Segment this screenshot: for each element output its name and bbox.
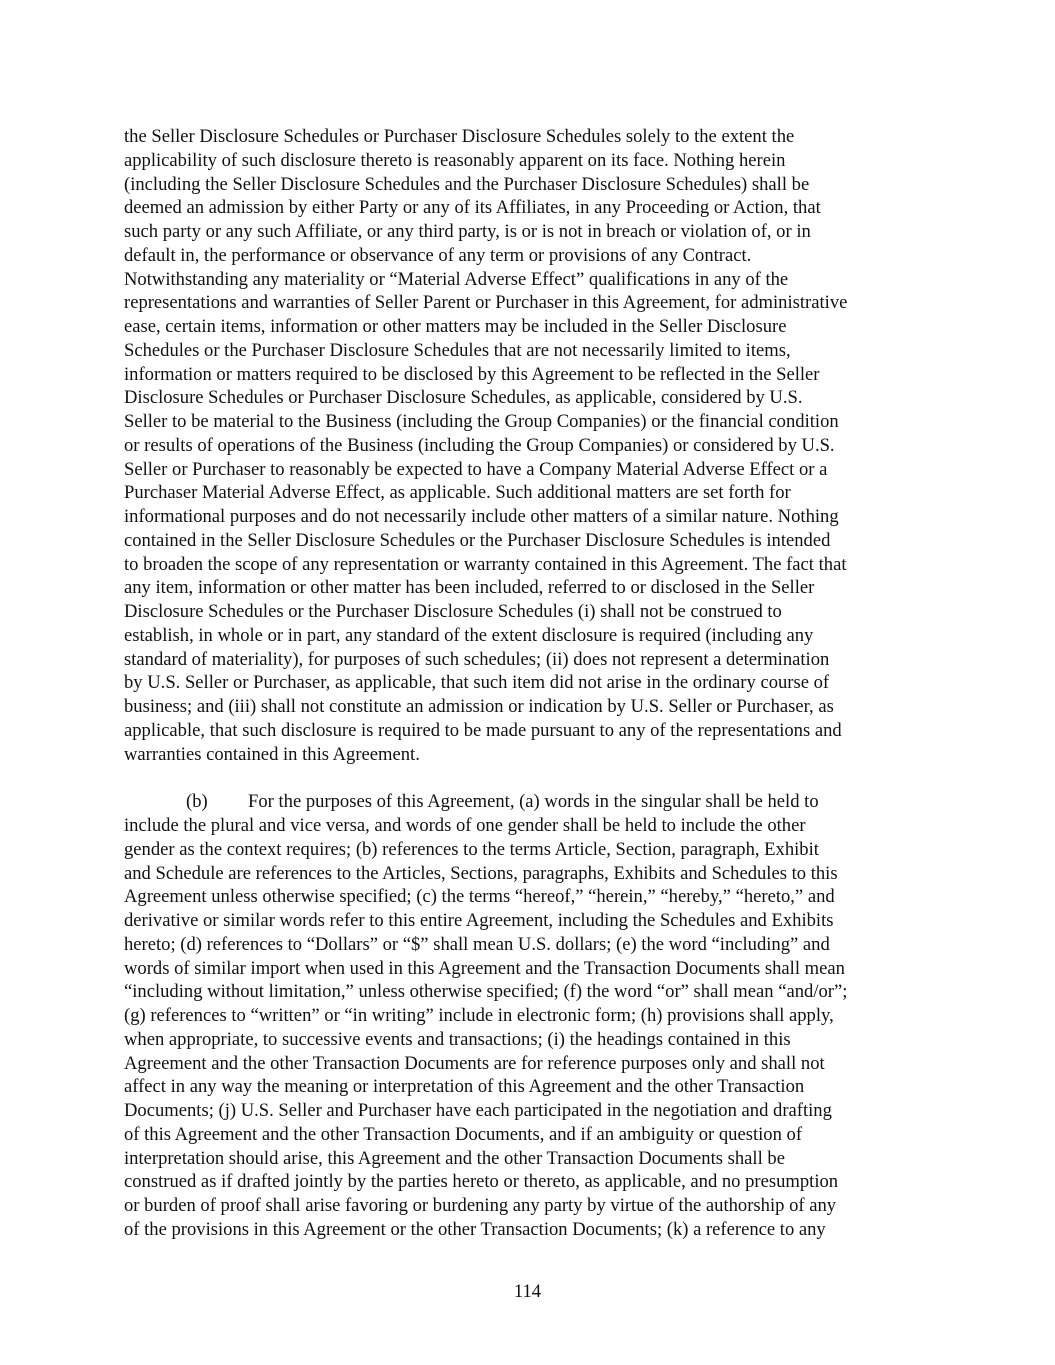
text-line: establish, in whole or in part, any standard of the extent disclosure is required (including any [124, 624, 814, 646]
text-line: Documents; (j) U.S. Seller and Purchaser have each participated in the negotiation and drafting [124, 1100, 832, 1121]
text-line: ease, certain items, information or other matters may be included in the Seller Disclosure [124, 316, 787, 337]
text-line: any item, information or other matter has been included, referred to or disclosed in the Seller [124, 577, 815, 599]
text-line: applicable, that such disclosure is required to be made pursuant to any of the representations and [124, 719, 842, 741]
text-line: Agreement and the other Transaction Documents are for reference purposes only and shall not [124, 1052, 825, 1074]
text-line: Agreement unless otherwise specified; (c) the terms “hereof,” “herein,” “hereby,” “hereto,” and [124, 886, 835, 908]
text-line: information or matters required to be disclosed by this Agreement to be reflected in the Seller [124, 363, 820, 385]
text-line: Disclosure Schedules or the Purchaser Disclosure Schedules (i) shall not be construed to [124, 601, 782, 622]
text-line: affect in any way the meaning or interpretation of this Agreement and the other Transaction [124, 1076, 805, 1098]
paragraph-spacer [124, 766, 932, 790]
text-line-first [124, 790, 932, 814]
text-line: informational purposes and do not necessarily include other matters of a similar nature. Nothing [124, 506, 839, 527]
text-line: (including the Seller Disclosure Schedules and the Purchaser Disclosure Schedules) shall be [124, 173, 810, 195]
text-line: representations and warranties of Seller Parent or Purchaser in this Agreement, for administrative [124, 292, 848, 314]
text-line: Disclosure Schedules or Purchaser Disclosure Schedules, as applicable, considered by U.S. [124, 387, 803, 409]
text-line: “including without limitation,” unless otherwise specified; (f) the word “or” shall mean “and/or”; [124, 981, 848, 1003]
text-line: Schedules or the Purchaser Disclosure Schedules that are not necessarily limited to items, [124, 339, 791, 361]
text-line: or burden of proof shall arise favoring or burdening any party by virtue of the authorship of any [124, 1195, 837, 1216]
text-line: standard of materiality), for purposes of such schedules; (ii) does not represent a determination [124, 648, 830, 670]
text-line: gender as the context requires; (b) references to the terms Article, Section, paragraph, Exhibit [124, 838, 819, 860]
text-line: by U.S. Seller or Purchaser, as applicable, that such item did not arise in the ordinary course of [124, 672, 830, 694]
text-line: applicability of such disclosure thereto is reasonably apparent on its face. Nothing herein [124, 149, 786, 171]
text-line: and Schedule are references to the Articles, Sections, paragraphs, Exhibits and Schedules to this [124, 862, 838, 884]
text-line: construed as if drafted jointly by the parties hereto or thereto, as applicable, and no presumption [124, 1171, 839, 1193]
text-line: when appropriate, to successive events and transactions; (i) the headings contained in this [124, 1028, 791, 1050]
text-line: hereto; (d) references to “Dollars” or “$” shall mean U.S. dollars; (e) the word “including” and [124, 933, 830, 955]
text-line: or results of operations of the Business (including the Group Companies) or considered by U.S. [124, 434, 835, 456]
text-line: deemed an admission by either Party or any of its Affiliates, in any Proceeding or Action, that [124, 197, 821, 219]
page-number: 114 [513, 1281, 542, 1302]
body-text [124, 125, 932, 1242]
clause-marker: (b) [186, 791, 208, 813]
text-line: words of similar import when used in this Agreement and the Transaction Documents shall mean [124, 957, 845, 979]
text-line: warranties contained in this Agreement. [124, 743, 420, 765]
text-line: the Seller Disclosure Schedules or Purchaser Disclosure Schedules solely to the extent the [124, 126, 795, 147]
text-line: business; and (iii) shall not constitute an admission or indication by U.S. Seller or Purchaser, as [124, 696, 834, 717]
text-line: Seller to be material to the Business (including the Group Companies) or the financial condition [124, 411, 839, 432]
text-line: Seller or Purchaser to reasonably be expected to have a Company Material Adverse Effect or a [124, 458, 828, 480]
paragraph-b [124, 790, 932, 1241]
text-line: derivative or similar words refer to this entire Agreement, including the Schedules and Exhibits [124, 910, 834, 931]
text-line: default in, the performance or observance of any term or provisions of any Contract. [124, 244, 752, 266]
clause-first-line-text: For the purposes of this Agreement, (a) words in the singular shall be held to [248, 791, 819, 813]
text-line: interpretation should arise, this Agreement and the other Transaction Documents shall be [124, 1147, 785, 1169]
text-line: of this Agreement and the other Transaction Documents, and if an ambiguity or question of [124, 1123, 803, 1145]
paragraph-continuation [124, 125, 932, 766]
text-line: include the plural and vice versa, and words of one gender shall be held to include the other [124, 815, 806, 836]
text-line: of the provisions in this Agreement or the other Transaction Documents; (k) a reference to any [124, 1218, 826, 1240]
text-line: Purchaser Material Adverse Effect, as applicable. Such additional matters are set forth for [124, 482, 791, 504]
text-line: to broaden the scope of any representation or warranty contained in this Agreement. The fact that [124, 553, 847, 575]
text-line: (g) references to “written” or “in writing” include in electronic form; (h) provisions shall apply, [124, 1005, 834, 1026]
text-line: contained in the Seller Disclosure Schedules or the Purchaser Disclosure Schedules is intended [124, 529, 831, 551]
text-line: such party or any such Affiliate, or any third party, is or is not in breach or violation of, or in [124, 221, 811, 242]
text-line: Notwithstanding any materiality or “Material Adverse Effect” qualifications in any of the [124, 268, 789, 290]
